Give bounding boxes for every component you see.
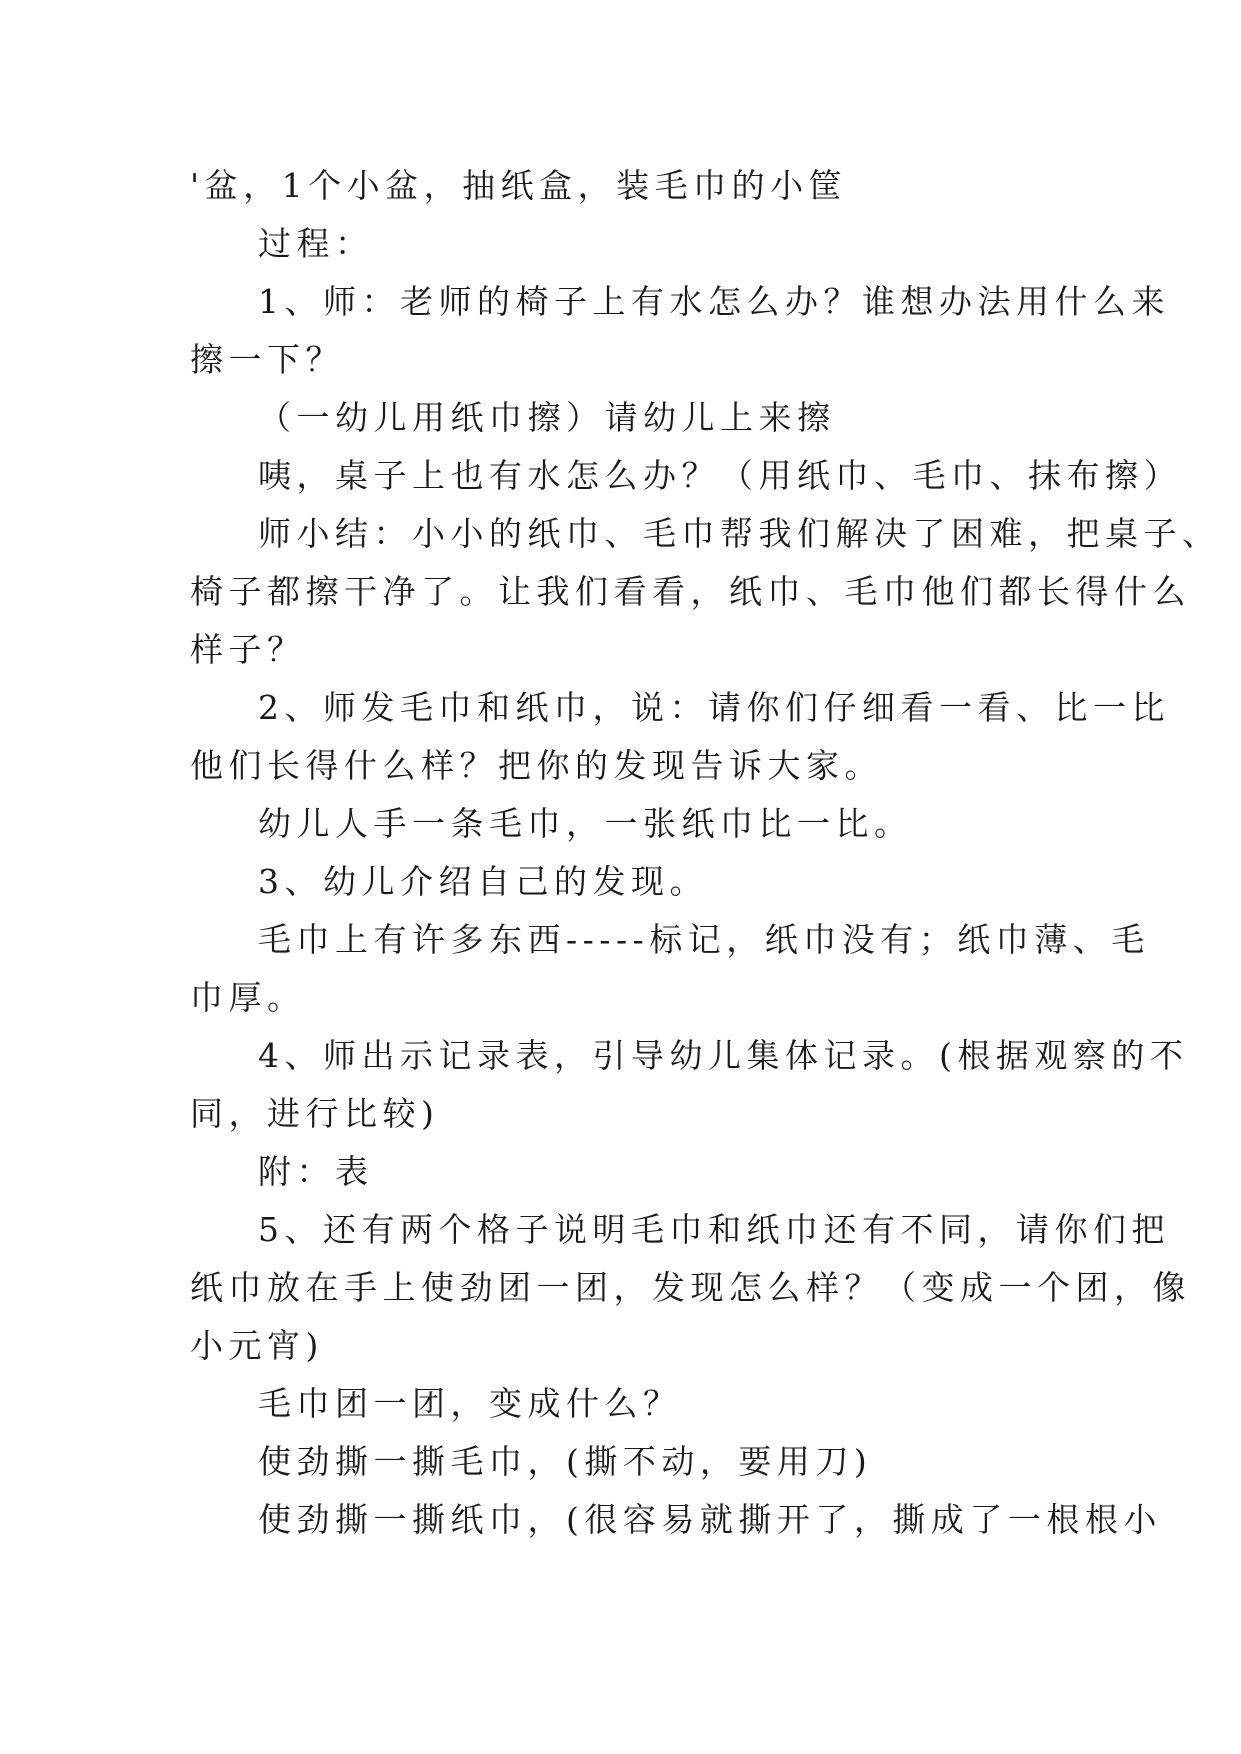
text-line: 毛巾上有许多东西-----标记，纸巾没有；纸巾薄、毛 bbox=[258, 920, 1150, 959]
text-line: 5、还有两个格子说明毛巾和纸巾还有不同，请你们把 bbox=[258, 1210, 1170, 1249]
text-line: 椅子都擦干净了。让我们看看，纸巾、毛巾他们都长得什么 bbox=[190, 572, 1191, 611]
text-line: 师小结：小小的纸巾、毛巾帮我们解决了困难，把桌子、 bbox=[258, 514, 1221, 553]
text-line: 咦，桌子上也有水怎么办？（用纸巾、毛巾、抹布擦） bbox=[258, 456, 1182, 495]
text-line: 毛巾团一团，变成什么？ bbox=[258, 1384, 682, 1423]
text-line: 1、师：老师的椅子上有水怎么办？谁想办法用什么来 bbox=[258, 282, 1170, 321]
text-line: 幼儿人手一条毛巾，一张纸巾比一比。 bbox=[258, 804, 913, 843]
text-line: 附：表 bbox=[258, 1152, 374, 1191]
text-line: 擦一下？ bbox=[190, 340, 344, 379]
text-line: 巾厚。 bbox=[190, 978, 306, 1017]
text-line: 样子？ bbox=[190, 630, 306, 669]
text-line: 他们长得什么样？把你的发现告诉大家。 bbox=[190, 746, 883, 785]
text-line: 2、师发毛巾和纸巾，说：请你们仔细看一看、比一比 bbox=[258, 688, 1170, 727]
text-line: 4、师出示记录表，引导幼儿集体记录。(根据观察的不 bbox=[258, 1036, 1189, 1075]
text-line: （一幼儿用纸巾擦）请幼儿上来擦 bbox=[258, 398, 836, 437]
text-line: 小元宵) bbox=[190, 1326, 324, 1365]
text-line: 同，进行比较) bbox=[190, 1094, 440, 1133]
text-line: 使劲撕一撕毛巾，(撕不动，要用刀) bbox=[258, 1442, 873, 1481]
text-line: 纸巾放在手上使劲团一团，发现怎么样？（变成一个团，像 bbox=[190, 1268, 1191, 1307]
text-line: 3、幼儿介绍自己的发现。 bbox=[258, 862, 708, 901]
text-line: '盆，1个小盆，抽纸盒，装毛巾的小筐 bbox=[190, 166, 848, 205]
text-line: 过程： bbox=[258, 224, 374, 263]
text-line: 使劲撕一撕纸巾，(很容易就撕开了，撕成了一根根小 bbox=[258, 1500, 1162, 1539]
